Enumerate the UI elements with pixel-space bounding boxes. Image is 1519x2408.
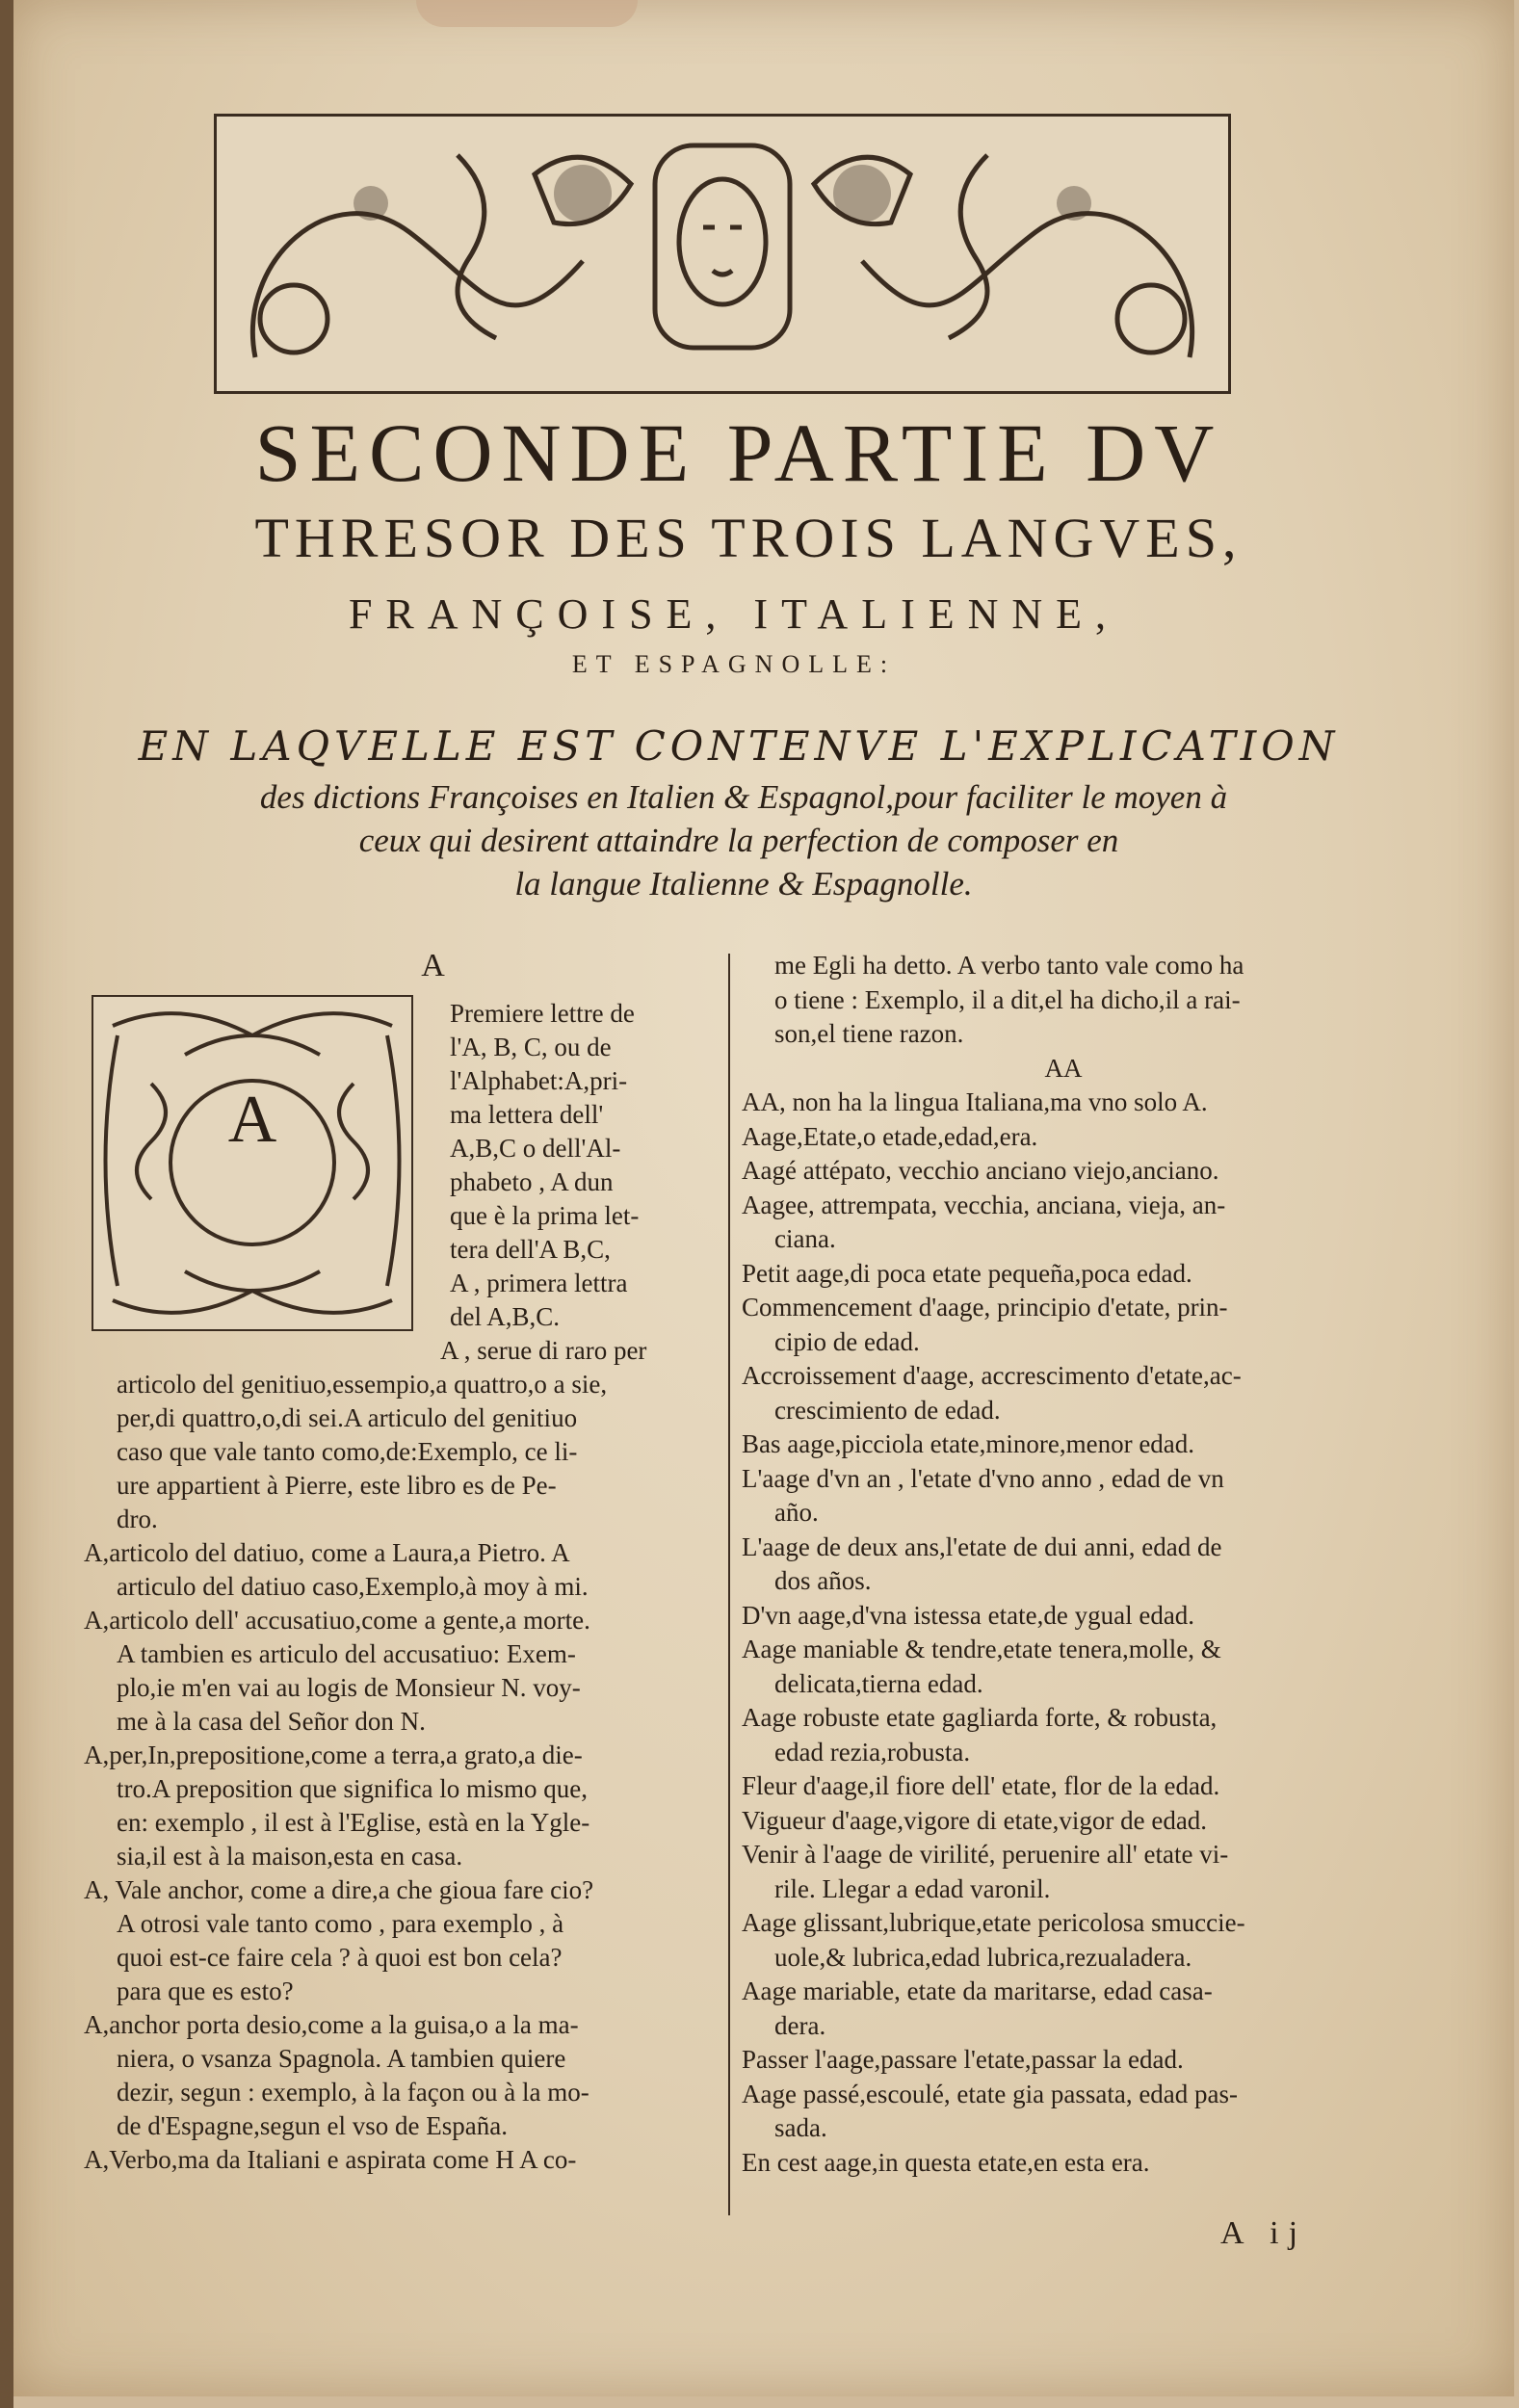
text-line: A tambien es articulo del accusatiuo: Exem-: [117, 1639, 576, 1668]
left-column-text: [84, 1334, 720, 2177]
text-line: rile. Llegar a edad varonil.: [774, 1873, 1051, 1903]
binding-edge: [0, 0, 13, 2408]
text-line: del A,B,C.: [450, 1302, 561, 1331]
text-line: articolo del genitiuo,essempio,a quattro,o a sie,: [117, 1370, 608, 1399]
text-beside-initial: [450, 997, 720, 1334]
text-line: delicata,tierna edad.: [774, 1668, 983, 1698]
woodcut-headpiece: [214, 114, 1231, 394]
text-line: A,B,C o dell'Al-: [450, 1134, 621, 1163]
text-line: En cest aage,in questa etate,en esta era.: [742, 2147, 1150, 2177]
signature-mark: A ij: [1220, 2215, 1308, 2251]
text-line: Premiere lettre de: [450, 999, 635, 1028]
text-line: plo,ie m'en vai au logis de Monsieur N. voy-: [117, 1673, 581, 1702]
text-line: Accroissement d'aage, accrescimento d'etate,ac-: [742, 1361, 1242, 1390]
title-line-2: THRESOR DES TROIS LANGVES,: [254, 507, 1243, 569]
text-line: dos años.: [774, 1566, 872, 1595]
text-line: A , primera lettra: [450, 1269, 628, 1297]
text-line: A,articolo del datiuo, come a Laura,a Pietro. A: [84, 1538, 570, 1567]
text-line: Aage maniable & tendre,etate tenera,molle, &: [742, 1635, 1221, 1663]
text-line: A,articolo dell' accusatiuo,come a gente,a morte.: [84, 1606, 590, 1635]
text-line: Aage passé,escoulé, etate gia passata, edad pas-: [742, 2079, 1239, 2108]
decorated-initial: [92, 995, 413, 1331]
text-line: de d'Espagne,segun el vso de España.: [117, 2111, 509, 2140]
column-divider: [728, 954, 730, 2215]
text-line: L'aage de deux ans,l'etate de dui anni, edad de: [742, 1531, 1222, 1561]
text-line: Aagee, attrempata, vecchia, anciana, vieja, an-: [742, 1190, 1226, 1219]
text-line: dezir, segun : exemplo, à la façon ou à la mo-: [117, 2078, 589, 2107]
book-page: [12, 0, 1514, 2396]
text-line: Aage,Etate,o etade,edad,era.: [742, 1121, 1038, 1151]
text-line: año.: [774, 1498, 819, 1527]
initial-letter: A: [227, 1083, 277, 1157]
text-line: A, Vale anchor, come a dire,a che gioua fare cio?: [84, 1875, 594, 1904]
section-heading-aa: AA: [1044, 1053, 1083, 1083]
text-line: Petit aage,di poca etate pequeña,poca edad.: [742, 1258, 1192, 1288]
text-line: quoi est-ce faire cela ? à quoi est bon cela?: [117, 1943, 563, 1972]
text-line: A,Verbo,ma da Italiani e aspirata come H A co-: [84, 2145, 577, 2174]
subtitle-line-4: la langue Italienne & Espagnolle.: [514, 865, 973, 903]
text-line: Aage robuste etate gagliarda forte, & robusta,: [742, 1703, 1218, 1732]
text-line: Vigueur d'aage,vigore di etate,vigor de edad.: [742, 1805, 1208, 1835]
section-heading-a: A: [421, 948, 445, 983]
text-line: A,anchor porta desio,come a la guisa,o a la ma-: [84, 2010, 579, 2039]
subtitle-line-3: ceux qui desirent attaindre la perfection de composer en: [358, 822, 1119, 859]
text-line: edad rezia,robusta.: [774, 1737, 971, 1767]
text-line: phabeto , A dun: [450, 1167, 614, 1196]
text-line: tro.A preposition que significa lo mismo que,: [117, 1774, 588, 1803]
text-line: Commencement d'aage, principio d'etate, prin-: [742, 1293, 1228, 1322]
text-line: uole,& lubrica,edad lubrica,rezualadera.: [774, 1942, 1192, 1972]
headpiece-ornament-icon: [217, 117, 1228, 391]
text-line: o tiene : Exemplo, il a dit,el ha dicho,il a rai-: [774, 984, 1241, 1014]
text-line: D'vn aage,d'vna istessa etate,de ygual edad.: [742, 1600, 1195, 1630]
title-line-4: ET ESPAGNOLLE:: [571, 650, 897, 678]
text-line: me à la casa del Señor don N.: [117, 1707, 426, 1736]
initial-ornament-icon: [93, 997, 411, 1329]
text-line: dro.: [117, 1505, 158, 1533]
text-line: niera, o vsanza Spagnola. A tambien quiere: [117, 2044, 566, 2073]
page-tab: [416, 0, 638, 27]
title-line-3: FRANÇOISE, ITALIENNE,: [348, 590, 1120, 638]
text-line: crescimiento de edad.: [774, 1395, 1001, 1425]
left-column: [84, 948, 720, 2174]
text-line: caso que vale tanto como,de:Exemplo, ce li-: [117, 1437, 578, 1466]
text-line: cipio de edad.: [774, 1326, 920, 1356]
text-line: Aage mariable, etate da maritarse, edad casa-: [742, 1976, 1213, 2005]
subtitle-line-1: EN LAQVELLE EST CONTENVE L'EXPLICATION: [138, 722, 1340, 770]
text-line: son,el tiene razon.: [774, 1019, 964, 1048]
text-line: que è la prima let-: [450, 1201, 640, 1230]
text-line: Venir à l'aage de virilité, peruenire all' etate vi-: [742, 1840, 1229, 1869]
text-line: Aage glissant,lubrique,etate pericolosa smuccie-: [742, 1908, 1245, 1937]
text-line: L'aage d'vn an , l'etate d'vno anno , edad de vn: [742, 1463, 1224, 1493]
text-line: para que es esto?: [117, 1976, 294, 2005]
text-line: Fleur d'aage,il fiore dell' etate, flor de la edad.: [742, 1771, 1220, 1800]
text-line: ciana.: [774, 1224, 836, 1253]
text-line: Passer l'aage,passare l'etate,passar la edad.: [742, 2045, 1184, 2074]
text-line: l'Alphabet:A,pri-: [450, 1066, 628, 1095]
text-line: articulo del datiuo caso,Exemplo,à moy à mi.: [117, 1572, 589, 1601]
text-line: ure appartient à Pierre, este libro es de Pe-: [117, 1471, 557, 1500]
text-line: l'A, B, C, ou de: [450, 1033, 612, 1061]
text-line: sada.: [774, 2113, 827, 2142]
text-line: A,per,In,prepositione,come a terra,a grato,a die-: [84, 1741, 583, 1769]
text-line: A otrosi vale tanto como , para exemplo , à: [117, 1909, 564, 1938]
text-line: Aagé attépato, vecchio anciano viejo,anciano.: [742, 1156, 1219, 1185]
text-line: en: exemplo , il est à l'Eglise, està en la Ygle-: [117, 1808, 590, 1837]
text-line: ma lettera dell': [450, 1100, 604, 1129]
title-line-1: SECONDE PARTIE DV: [254, 406, 1223, 499]
text-line: Bas aage,picciola etate,minore,menor edad.: [742, 1429, 1195, 1458]
text-line: me Egli ha detto. A verbo tanto vale como ha: [774, 951, 1244, 980]
text-line: dera.: [774, 2010, 826, 2040]
text-line: per,di quattro,o,di sei.A articulo del genitiuo: [117, 1403, 578, 1432]
subtitle-line-2: des dictions Françoises en Italien & Espagnol,pour faciliter le moyen à: [259, 778, 1228, 816]
right-column: [742, 949, 1385, 2180]
text-line: sia,il est à la maison,esta en casa.: [117, 1842, 463, 1871]
text-line: tera dell'A B,C,: [450, 1235, 611, 1264]
text-line: A , serue di raro per: [440, 1336, 647, 1365]
text-line: AA, non ha la lingua Italiana,ma vno solo A.: [742, 1087, 1208, 1116]
